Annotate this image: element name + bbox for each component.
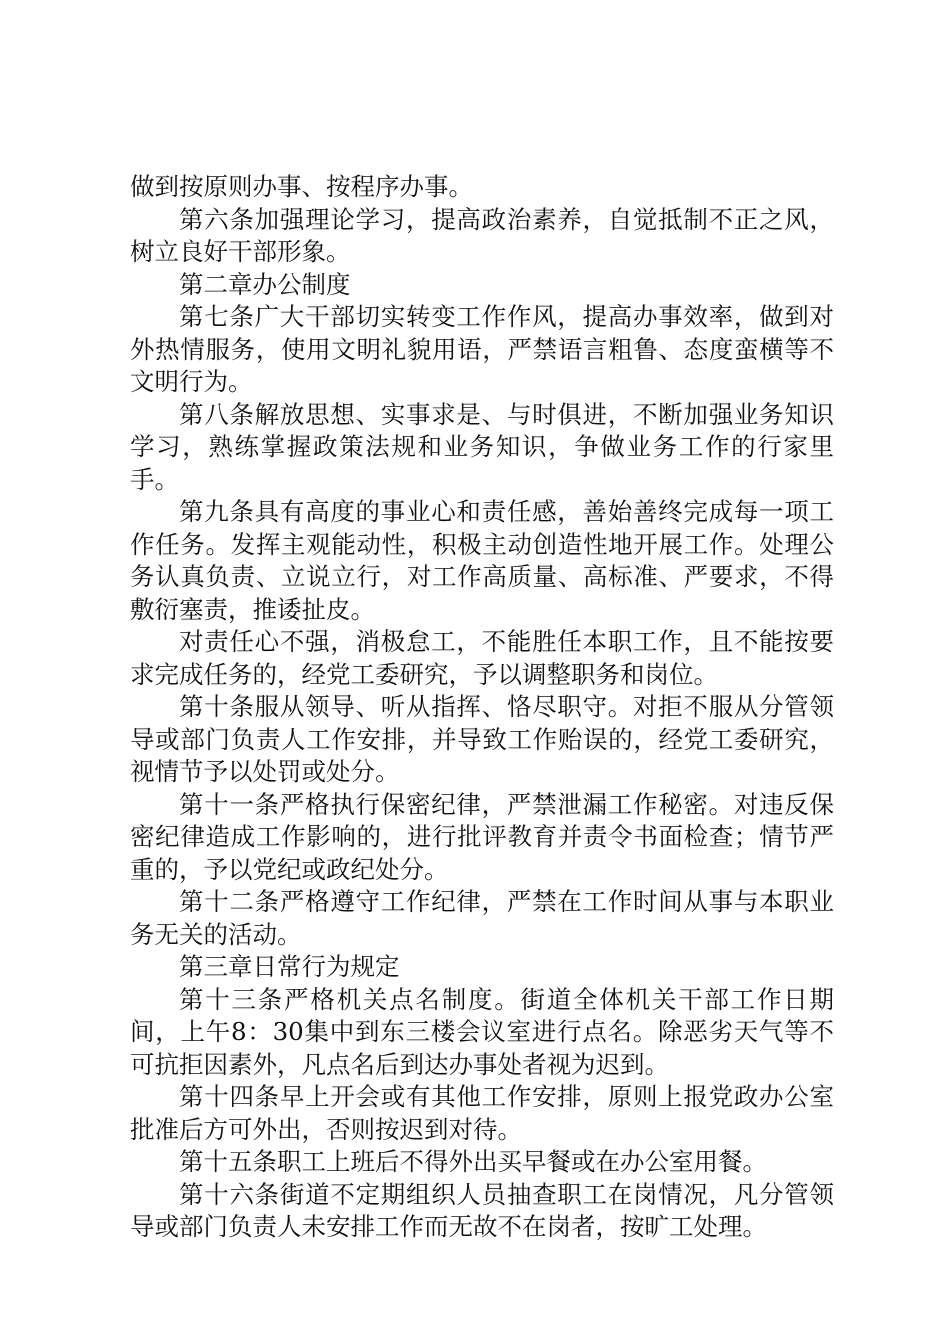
paragraph-article-7: 第七条广大干部切实转变工作作风，提高办事效率，做到对外热情服务，使用文明礼貌用语，严禁语言粗鲁、态度蛮横等不文明行为。 (130, 302, 834, 396)
paragraph-article-6: 第六条加强理论学习，提高政治素养，自觉抵制不正之风，树立良好干部形象。 (130, 204, 834, 266)
paragraph-article-15: 第十五条职工上班后不得外出买早餐或在办公室用餐。 (179, 1147, 767, 1176)
paragraph-article-12: 第十二条严格遵守工作纪律，严禁在工作时间从事与本职业务无关的活动。 (130, 887, 834, 949)
paragraph-article-9-supplement: 对责任心不强，消极怠工，不能胜任本职工作，且不能按要求完成任务的，经党工委研究，予以调整职务和岗位。 (130, 627, 834, 689)
paragraph-article-8: 第八条解放思想、实事求是、与时俱进，不断加强业务知识学习，熟练掌握政策法规和业务知识，争做业务工作的行家里手。 (130, 399, 834, 494)
paragraph-article-10: 第十条服从领导、听从指挥、恪尽职守。对拒不服从分管领导或部门负责人工作安排，并导致工作贻误的，经党工委研究，视情节予以处罚或处分。 (130, 692, 834, 786)
paragraph-article-16: 第十六条街道不定期组织人员抽查职工在岗情况，凡分管领导或部门负责人未安排工作而无故不在岗者，按旷工处理。 (130, 1179, 834, 1241)
chapter-heading-3: 第三章日常行为规定 (179, 952, 400, 981)
paragraph-article-9: 第九条具有高度的事业心和责任感，善始善终完成每一项工作任务。发挥主观能动性，积极主动创造性地开展工作。处理公务认真负责、立说立行，对工作高质量、高标准、严要求，不得敷衍塞责，推诿扯皮。 (130, 497, 834, 624)
paragraph-article-13: 第十三条严格机关点名制度。街道全体机关干部工作日期间，上午8：30集中到东三楼会议室进行点名。除恶劣天气等不可抗拒因素外，凡点名后到达办事处者视为迟到。 (130, 984, 834, 1079)
chapter-heading-2: 第二章办公制度 (179, 269, 351, 299)
paragraph-article-11: 第十一条严格执行保密纪律，严禁泄漏工作秘密。对违反保密纪律造成工作影响的，进行批评教育并责令书面检查；情节严重的，予以党纪或政纪处分。 (130, 789, 834, 884)
document-body (130, 171, 834, 1244)
paragraph-continuation: 做到按原则办事、按程序办事。 (130, 172, 473, 201)
paragraph-article-14: 第十四条早上开会或有其他工作安排，原则上报党政办公室批准后方可外出，否则按迟到对待。 (130, 1082, 834, 1144)
